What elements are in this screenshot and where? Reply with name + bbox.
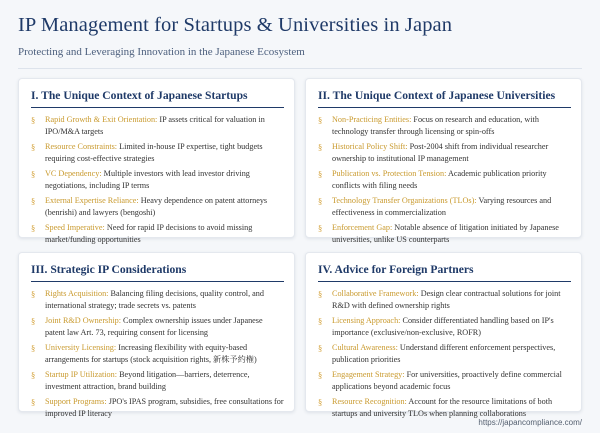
list-item: [318, 315, 571, 339]
item-description: JPO's IPAS program, subsidies, free consultations for improved IP literacy: [45, 397, 284, 418]
list-item: [318, 396, 571, 420]
section-bullet-icon: §: [318, 115, 323, 125]
list-item: [318, 369, 571, 393]
list-item: [318, 141, 571, 165]
item-key-label: Engagement Strategy:: [332, 370, 405, 379]
section-bullet-icon: §: [31, 370, 36, 380]
item-key-label: Support Programs:: [45, 397, 107, 406]
section-bullet-icon: §: [318, 289, 323, 299]
item-description: IP assets critical for valuation in IPO/M&A targets: [45, 115, 265, 136]
item-description: Account for the resource limitations of both startups and university TLOs when planning collaborations: [332, 397, 553, 418]
item-key-label: Speed Imperative:: [45, 223, 105, 232]
item-description: Increasing flexibility with equity-based arrangements for startups (stock acquisition rights, 新株予約権): [45, 343, 257, 364]
section-bullet-icon: §: [31, 289, 36, 299]
footer-url[interactable]: https://japancompliance.com/: [478, 418, 582, 427]
section-bullet-icon: §: [318, 142, 323, 152]
item-description: Varying resources and effectiveness in commercialization: [332, 196, 552, 217]
item-key-label: Rights Acquisition:: [45, 289, 109, 298]
section-bullet-icon: §: [31, 343, 36, 353]
list-item: [318, 288, 571, 312]
item-description: Consider differentiated handling based on IP's importance (exclusive/non-exclusive, ROFR): [332, 316, 554, 337]
section-bullet-icon: §: [31, 169, 36, 179]
list-item: [31, 141, 284, 165]
section-bullet-icon: §: [31, 142, 36, 152]
item-description: Notable absence of litigation initiated by Japanese universities, unlike US counterparts: [332, 223, 559, 244]
list-item: [31, 315, 284, 339]
item-description: Balancing filing decisions, quality control, and international strategy; trade secrets vs. patents: [45, 289, 264, 310]
list-item: [318, 195, 571, 219]
item-description: Limited in-house IP expertise, tight budgets requiring cost-effective strategies: [45, 142, 263, 163]
list-item: [31, 288, 284, 312]
section-list: [31, 288, 284, 420]
item-key-label: Licensing Approach:: [332, 316, 401, 325]
item-description: Design clear contractual solutions for joint R&D with defined ownership rights: [332, 289, 561, 310]
section-card-strategic: [18, 252, 295, 418]
list-item: [31, 396, 284, 420]
item-key-label: External Expertise Reliance:: [45, 196, 139, 205]
item-description: Complex ownership issues under Japanese patent law Art. 73, requiring consent for licensing: [45, 316, 263, 337]
page-header: [18, 12, 582, 58]
list-item: [31, 222, 284, 246]
item-description: For universities, proactively define commercial applications beyond academic focus: [332, 370, 562, 391]
item-key-label: University Licensing:: [45, 343, 117, 352]
section-bullet-icon: §: [31, 196, 36, 206]
section-title: IV. Advice for Foreign Partners: [318, 263, 571, 282]
section-bullet-icon: §: [318, 397, 323, 407]
section-bullet-icon: §: [31, 223, 36, 233]
page-subtitle: Protecting and Leveraging Innovation in the Japanese Ecosystem: [18, 46, 305, 58]
item-description: Multiple investors with lead investor driving negotiations, including IP terms: [45, 169, 250, 190]
item-description: Understand different enforcement perspectives, publication priorities: [332, 343, 556, 364]
item-description: Focus on research and education, with technology transfer through licensing or spin-offs: [332, 115, 539, 136]
section-bullet-icon: §: [31, 115, 36, 125]
item-key-label: Startup IP Utilization:: [45, 370, 118, 379]
item-key-label: Cultural Awareness:: [332, 343, 398, 352]
item-key-label: Joint R&D Ownership:: [45, 316, 121, 325]
section-bullet-icon: §: [318, 343, 323, 353]
section-title: I. The Unique Context of Japanese Startups: [31, 89, 284, 108]
section-bullet-icon: §: [318, 223, 323, 233]
item-key-label: Resource Recognition:: [332, 397, 407, 406]
section-bullet-icon: §: [31, 316, 36, 326]
list-item: [318, 342, 571, 366]
list-item: [318, 114, 571, 138]
item-description: Need for rapid IP decisions to avoid missing market/funding opportunities: [45, 223, 253, 244]
section-list: [31, 114, 284, 246]
item-key-label: Publication vs. Protection Tension:: [332, 169, 447, 178]
section-title: III. Strategic IP Considerations: [31, 263, 284, 282]
section-bullet-icon: §: [318, 370, 323, 380]
list-item: [31, 168, 284, 192]
section-title: II. The Unique Context of Japanese Universities: [318, 89, 571, 108]
section-list: [318, 114, 571, 246]
section-bullet-icon: §: [318, 196, 323, 206]
list-item: [318, 222, 571, 246]
item-key-label: Resource Constraints:: [45, 142, 118, 151]
section-card-startups: [18, 78, 295, 244]
list-item: [318, 168, 571, 192]
item-key-label: Technology Transfer Organizations (TLOs):: [332, 196, 477, 205]
header-divider: [18, 68, 582, 69]
section-card-universities: [305, 78, 582, 244]
list-item: [31, 342, 284, 366]
section-card-foreign-partners: [305, 252, 582, 418]
page-title: IP Management for Startups & Universities in Japan: [18, 14, 453, 36]
item-key-label: Non-Practicing Entities:: [332, 115, 412, 124]
list-item: [31, 369, 284, 393]
item-key-label: Rapid Growth & Exit Orientation:: [45, 115, 158, 124]
item-description: Heavy dependence on patent attorneys (benrishi) and lawyers (bengoshi): [45, 196, 268, 217]
item-key-label: Historical Policy Shift:: [332, 142, 408, 151]
section-bullet-icon: §: [31, 397, 36, 407]
list-item: [31, 195, 284, 219]
item-key-label: VC Dependency:: [45, 169, 102, 178]
item-key-label: Collaborative Framework:: [332, 289, 419, 298]
item-description: Post-2004 shift from individual researcher ownership to institutional IP management: [332, 142, 549, 163]
list-item: [31, 114, 284, 138]
item-description: Academic publication priority conflicts with filing needs: [332, 169, 547, 190]
section-list: [318, 288, 571, 420]
item-description: Beyond litigation—barriers, deterrence, investment attraction, brand building: [45, 370, 250, 391]
section-bullet-icon: §: [318, 316, 323, 326]
section-bullet-icon: §: [318, 169, 323, 179]
item-key-label: Enforcement Gap:: [332, 223, 393, 232]
